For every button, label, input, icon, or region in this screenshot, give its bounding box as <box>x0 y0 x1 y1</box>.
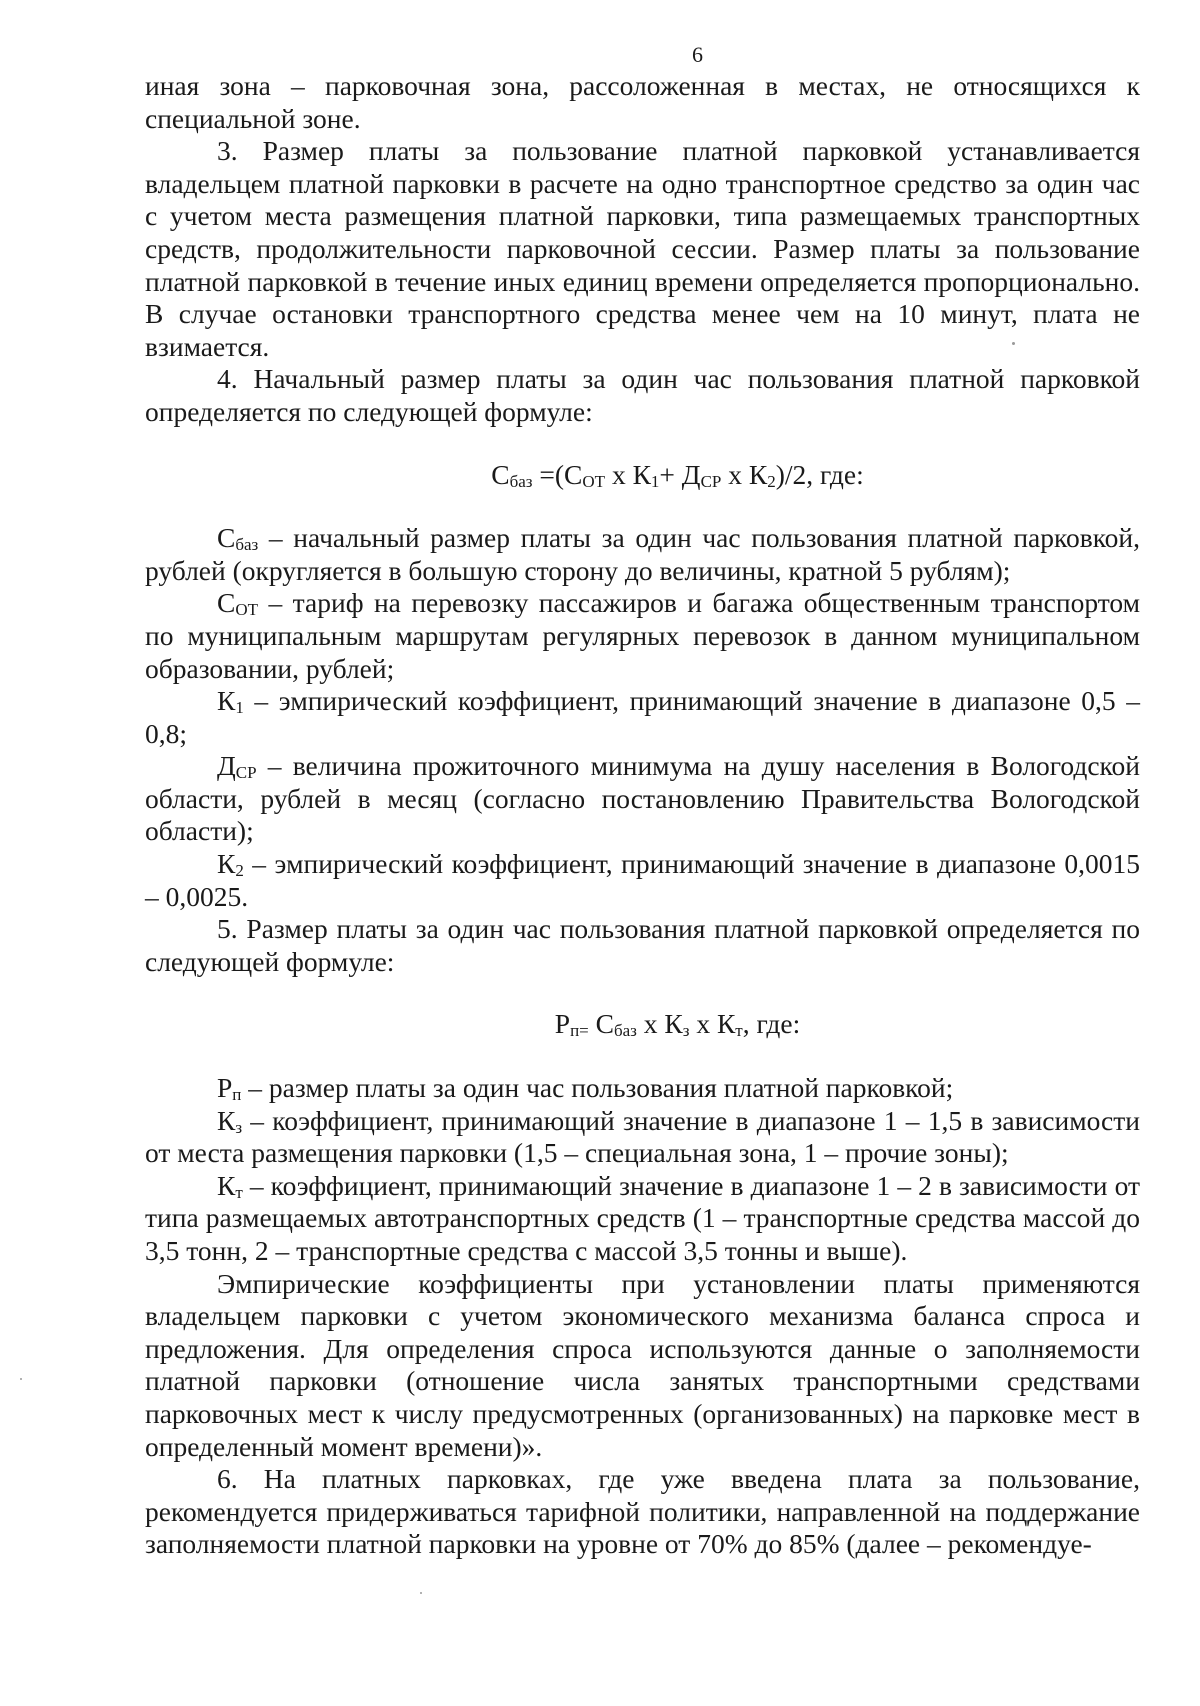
text-run: иная зона – парковочная зона, рассоложенная в местах, не относящихся к специальной зоне. <box>145 70 1140 134</box>
subscript: баз <box>235 535 259 555</box>
paragraph-def_kt <box>145 1170 1140 1268</box>
text-run: С <box>217 587 236 619</box>
subscript: т <box>235 1182 243 1202</box>
text-run: С <box>491 458 510 490</box>
text-run: – размер платы за один час пользования платной парковкой; <box>241 1072 954 1104</box>
text-run: 3. Размер платы за пользование платной парковкой устанавливается владельцем платной парковки в расчете на одно транспортное средство за один час с учетом места размещения платной парковки, типа размещаемых транспортных средств, продолжительности парковочной сессии. Размер платы за пользование платной парковкой в течение иных единиц времени определяется пропорционально. В случае остановки транспортного средства менее чем на 10 минут, плата не взимается. <box>145 135 1140 362</box>
text-run: К <box>217 1169 236 1201</box>
paragraph-def_kz <box>145 1105 1140 1170</box>
text-run: К <box>217 685 236 717</box>
paragraph-def_sot <box>145 587 1140 685</box>
text-run: С <box>588 1008 614 1040</box>
document-page <box>145 40 1140 1561</box>
text-run: 4. Начальный размер платы за один час пользования платной парковкой определяется по следующей формуле: <box>145 363 1140 427</box>
subscript: баз <box>613 1021 637 1041</box>
text-run: – тариф на перевозку пассажиров и багажа общественным транспортом по муниципальным маршрутам регулярных перевозок в данном муниципальном образовании, рублей; <box>145 587 1140 684</box>
text-run: )/2, где: <box>775 458 864 490</box>
text-run: К <box>217 848 236 880</box>
scan-speck <box>20 1378 22 1380</box>
scan-speck <box>420 1592 422 1594</box>
text-run: С <box>217 522 236 554</box>
text-run: =(С <box>532 458 583 490</box>
text-run: Д <box>217 750 236 782</box>
paragraph-p_zone <box>145 70 1140 135</box>
text-run: х К <box>636 1008 683 1040</box>
paragraph-def_k2 <box>145 848 1140 913</box>
paragraph-def_sbaz <box>145 522 1140 587</box>
text-run: – эмпирический коэффициент, принимающий значение в диапазоне 0,5 – 0,8; <box>145 685 1140 749</box>
paragraph-def_dsr <box>145 750 1140 848</box>
subscript: з <box>235 1117 243 1137</box>
subscript: ОТ <box>582 471 606 491</box>
subscript: СР <box>235 763 257 783</box>
text-run: – эмпирический коэффициент, принимающий значение в диапазоне 0,0015 – 0,0025. <box>145 848 1140 912</box>
text-run: 6. На платных парковках, где уже введена плата за пользование, рекомендуется придерживаться тарифной политики, направленной на поддержание заполняемости платной парковки на уровне от 70% до 85% (далее – рекомендуе- <box>145 1463 1140 1560</box>
subscript: ОТ <box>235 600 259 620</box>
subscript: баз <box>509 471 533 491</box>
subscript: т <box>735 1021 743 1041</box>
formula-formula2 <box>145 1008 1140 1041</box>
text-run: Р <box>554 1008 571 1040</box>
paragraph-def_rp <box>145 1072 1140 1105</box>
paragraph-p_emp <box>145 1268 1140 1464</box>
paragraph-p6 <box>145 1463 1140 1561</box>
subscript: п <box>232 1085 242 1105</box>
text-run: , где: <box>742 1008 801 1040</box>
paragraph-p3 <box>145 135 1140 363</box>
scan-speck <box>1012 342 1015 345</box>
subscript: 2 <box>235 861 244 881</box>
document-body <box>145 70 1140 1561</box>
text-run: 5. Размер платы за один час пользования платной парковкой определяется по следующей формуле: <box>145 913 1140 977</box>
subscript: СР <box>700 471 722 491</box>
text-run: – коэффициент, принимающий значение в диапазоне 1 – 2 в зависимости от типа размещаемых автотранспортных средств (1 – транспортные средства массой до 3,5 тонн, 2 – транспортные средства с массой 3,5 тонны и выше). <box>145 1169 1140 1266</box>
text-run: – величина прожиточного минимума на душу населения в Вологодской области, рублей в месяц (согласно постановлению Правительства Вологодской области); <box>145 750 1140 847</box>
text-run: х К <box>689 1008 736 1040</box>
subscript: п= <box>570 1021 589 1041</box>
text-run: х К <box>605 458 651 490</box>
text-run: + Д <box>659 458 701 490</box>
paragraph-def_k1 <box>145 685 1140 750</box>
subscript: з <box>682 1021 690 1041</box>
text-run: Эмпирические коэффициенты при установлении платы применяются владельцем парковки с учетом экономического механизма баланса спроса и предложения. Для определения спроса используются данные о заполняемости платной парковки (отношение числа занятых транспортными средствами парковочных мест к числу предусмотренных (организованных) на парковке мест в определенный момент времени)». <box>145 1267 1140 1462</box>
text-run: К <box>217 1104 236 1136</box>
text-run: – коэффициент, принимающий значение в диапазоне 1 – 1,5 в зависимости от места размещения парковки (1,5 – специальная зона, 1 – прочие зоны); <box>145 1104 1140 1169</box>
paragraph-p5 <box>145 913 1140 978</box>
text-run: – начальный размер платы за один час пользования платной парковкой, рублей (округляется в большую сторону до величины, кратной 5 рублям); <box>145 522 1140 586</box>
formula-formula1 <box>145 459 1140 492</box>
subscript: 2 <box>767 471 776 491</box>
text-run: х К <box>721 458 768 490</box>
page-number: 6 <box>692 42 703 67</box>
subscript: 1 <box>235 698 244 718</box>
paragraph-p4 <box>145 363 1140 428</box>
text-run: Р <box>217 1072 233 1104</box>
subscript: 1 <box>650 471 660 491</box>
